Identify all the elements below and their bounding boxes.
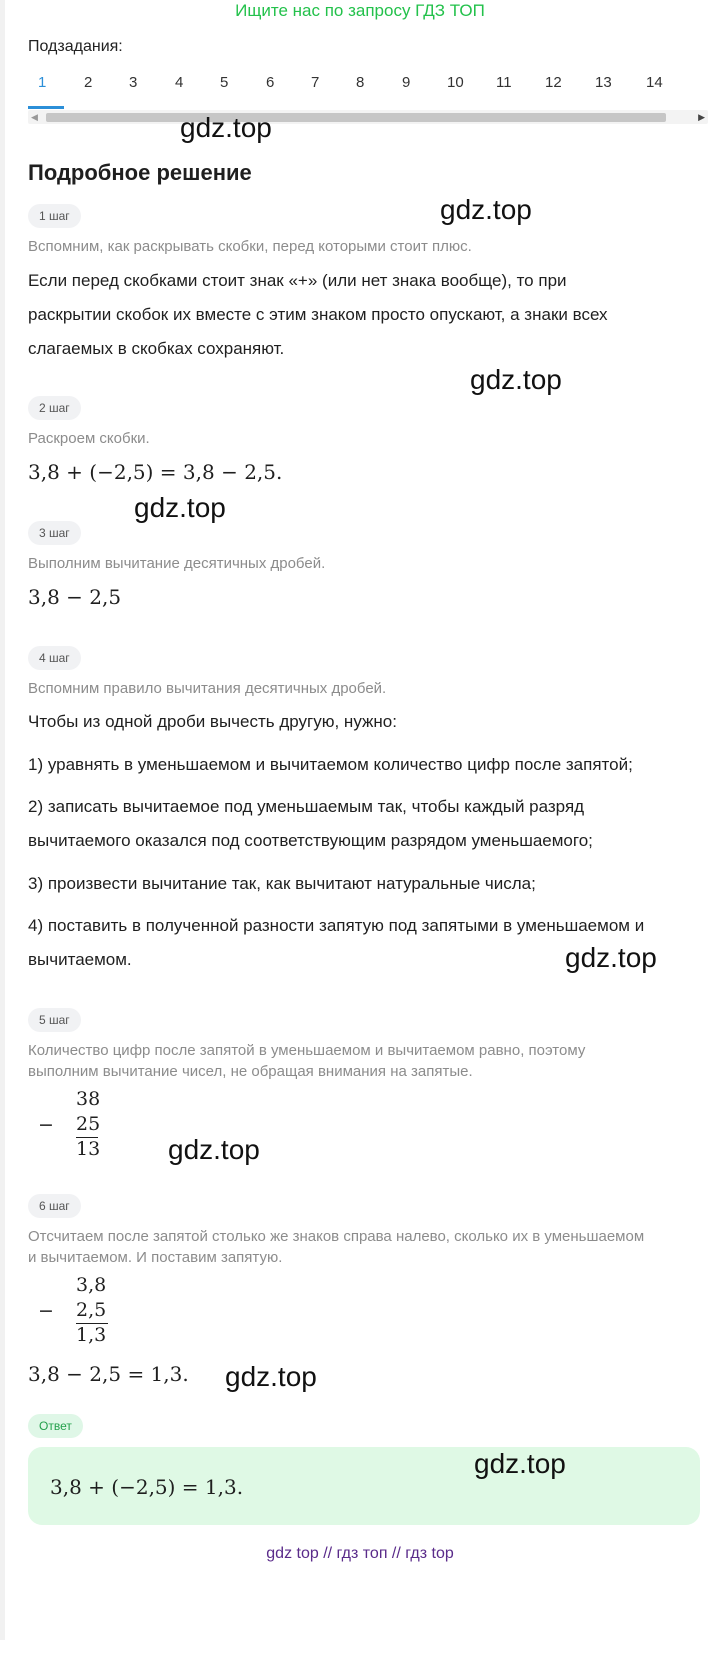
minuend: 3,8 [76, 1274, 107, 1296]
minuend: 38 [76, 1088, 101, 1110]
subtask-tab-12[interactable]: 12 [545, 74, 562, 91]
subtask-tab-13[interactable]: 13 [595, 74, 612, 91]
watermark: gdz.top [134, 492, 226, 523]
step-5-hint-2: выполним вычитание чисел, не обращая внимания на запятые. [28, 1063, 473, 1080]
step-1-line-3: слагаемых в скобках сохраняют. [28, 339, 285, 358]
step-1-line-1: Если перед скобками стоит знак «+» (или нет знака вообще), то при [28, 271, 567, 290]
step-4-intro: Чтобы из одной дроби вычесть другую, нужно: [28, 712, 397, 731]
step-1-line-2: раскрытии скобок их вместе с этим знаком просто опускают, а знаки всех [28, 305, 608, 324]
step-4-rule-2a: 2) записать вычитаемое под уменьшаемым так, чтобы каждый разряд [28, 797, 585, 816]
watermark: gdz.top [470, 364, 562, 395]
subtask-tabs [28, 74, 708, 110]
watermark: gdz.top [565, 942, 657, 973]
step-1-hint: Вспомним, как раскрывать скобки, перед которыми стоит плюс. [28, 238, 472, 255]
minus-sign: − [38, 1300, 54, 1322]
step-4-rule-4a: 4) поставить в полученной разности запятую под запятыми в уменьшаемом и [28, 916, 645, 935]
step-2-badge: 2 шаг [28, 396, 81, 420]
subtask-tab-7[interactable]: 7 [311, 74, 320, 91]
watermark: gdz.top [440, 194, 532, 225]
promo-banner[interactable]: Ищите нас по запросу ГДЗ ТОП [235, 1, 485, 20]
scroll-right-arrow-icon[interactable]: ▶ [698, 112, 705, 122]
step-6-formula: 3,8 − 2,5 = 1,3. [28, 1362, 189, 1386]
step-6-hint-1: Отсчитаем после запятой столько же знаков справа налево, сколько их в уменьшаемом [28, 1228, 645, 1245]
step-4-rule-4b: вычитаемом. [28, 950, 132, 969]
page-title: Подробное решение [28, 160, 252, 185]
difference: 13 [76, 1138, 101, 1160]
step-6-badge: 6 шаг [28, 1194, 81, 1218]
subtask-tab-14[interactable]: 14 [646, 74, 663, 91]
step-4-rule-1: 1) уравнять в уменьшаемом и вычитаемом количество цифр после запятой; [28, 755, 633, 774]
step-2-formula: 3,8 + (−2,5) = 3,8 − 2,5. [28, 460, 283, 484]
difference: 1,3 [76, 1324, 107, 1346]
subtask-tab-9[interactable]: 9 [402, 74, 411, 91]
step-3-formula: 3,8 − 2,5 [28, 585, 122, 609]
scroll-left-arrow-icon[interactable]: ◀ [31, 112, 38, 122]
step-4-badge: 4 шаг [28, 646, 81, 670]
step-5-hint-1: Количество цифр после запятой в уменьшаемом и вычитаемом равно, поэтому [28, 1042, 586, 1059]
answer-box [28, 1447, 700, 1525]
subtask-tab-5[interactable]: 5 [220, 74, 229, 91]
subtask-tab-3[interactable]: 3 [129, 74, 138, 91]
subtask-tab-8[interactable]: 8 [356, 74, 365, 91]
watermark: gdz.top [225, 1361, 317, 1392]
subtask-tab-2[interactable]: 2 [84, 74, 93, 91]
watermark: gdz.top [474, 1448, 566, 1479]
subtrahend: 25 [76, 1113, 101, 1135]
watermark: gdz.top [168, 1134, 260, 1165]
minus-sign: − [38, 1114, 54, 1136]
footer-links[interactable]: gdz top // гдз топ // гдз top [266, 1545, 454, 1562]
scroll-thumb[interactable] [46, 113, 666, 122]
step-1-badge: 1 шаг [28, 204, 81, 228]
step-4-rule-2b: вычитаемого оказался под соответствующим разрядом уменьшаемого; [28, 831, 593, 850]
answer-formula: 3,8 + (−2,5) = 1,3. [50, 1475, 244, 1499]
step-6-hint-2: и вычитаемом. И поставим запятую. [28, 1249, 283, 1266]
watermark: gdz.top [180, 112, 272, 143]
subtask-tab-6[interactable]: 6 [266, 74, 275, 91]
step-4-rule-3: 3) произвести вычитание так, как вычитают натуральные числа; [28, 874, 536, 893]
subtrahend: 2,5 [76, 1299, 107, 1321]
subtask-tab-1[interactable]: 1 [38, 74, 47, 91]
step-2-hint: Раскроем скобки. [28, 430, 150, 447]
subtasks-title: Подзадания: [28, 38, 123, 55]
active-tab-indicator [28, 106, 64, 109]
tabs-scrollbar[interactable] [28, 110, 708, 124]
step-3-badge: 3 шаг [28, 521, 81, 545]
subtask-tab-11[interactable]: 11 [496, 74, 512, 91]
step-3-hint: Выполним вычитание десятичных дробей. [28, 555, 326, 572]
answer-badge: Ответ [28, 1414, 83, 1438]
left-border [0, 0, 5, 1640]
step-5-badge: 5 шаг [28, 1008, 81, 1032]
subtask-tab-10[interactable]: 10 [447, 74, 464, 91]
subtask-tab-4[interactable]: 4 [175, 74, 184, 91]
step-4-hint: Вспомним правило вычитания десятичных дробей. [28, 680, 387, 697]
